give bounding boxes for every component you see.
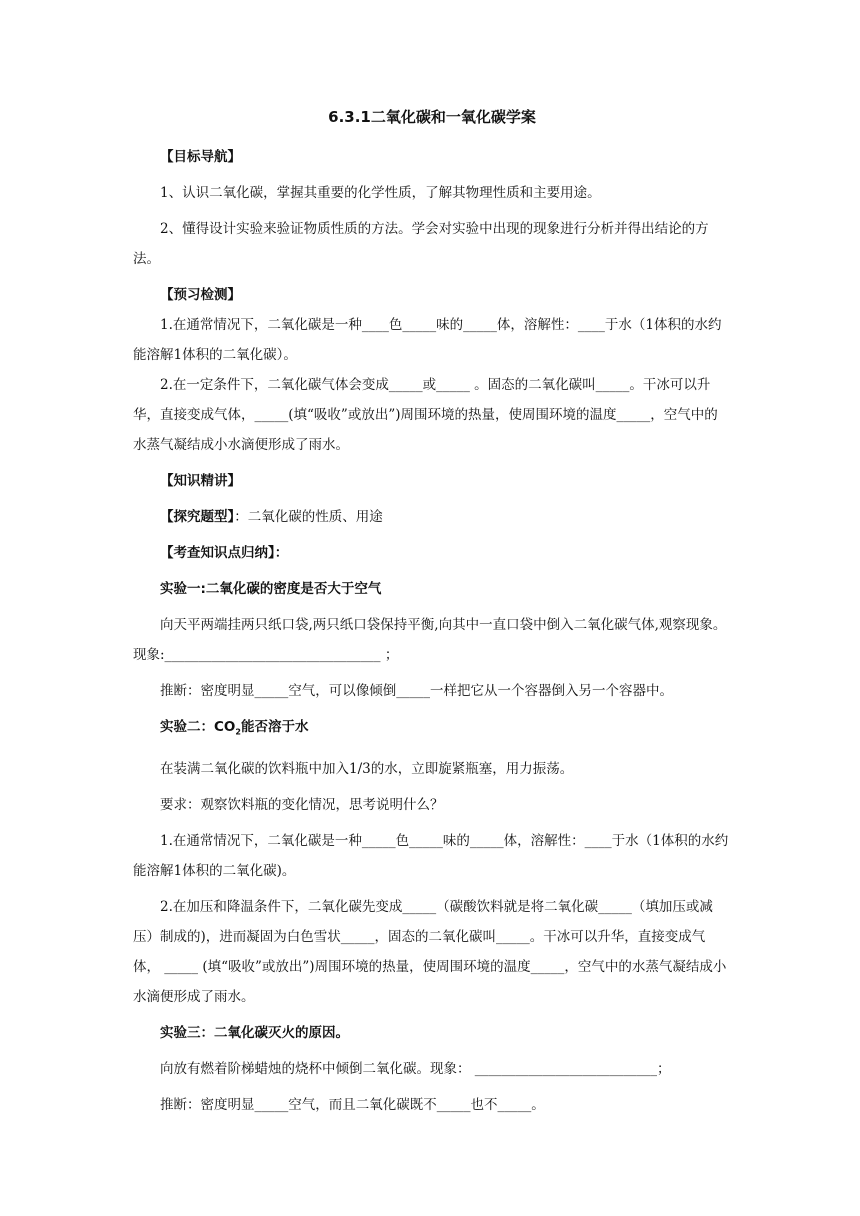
preview-heading: 【预习检测】	[160, 287, 241, 303]
experiment-2-title	[133, 712, 731, 748]
document-content	[133, 106, 731, 1120]
experiment-2-title-a: 实验二：CO	[160, 719, 236, 735]
experiment-1-inference: 推断：密度明显_____空气，可以像倾倒_____一样把它从一个容器倒入另一个容器中。	[160, 683, 673, 699]
experiment-1-title: 实验一:二氧化碳的密度是否大于空气	[160, 581, 382, 597]
goal-item-1: 1、认识二氧化碳，掌握其重要的化学性质，了解其物理性质和主要用途。	[160, 185, 601, 201]
explore-line	[133, 502, 731, 532]
experiment-2-text: 在装满二氧化碳的饮料瓶中加入1/3的水，立即旋紧瓶塞，用力振荡。	[160, 760, 574, 777]
goal-heading: 【目标导航】	[160, 149, 241, 165]
preview-question-2: 2.在一定条件下，二氧化碳气体会变成_____或_____ 。固态的二氧化碳叫_____。干冰可以升华，直接变成气体，_____(填“吸收”或放出”)周围环境的热量，使周围环境的温度_____，空气中的水蒸气凝结成小水滴便形成了雨水。	[133, 377, 718, 453]
experiment-3-text: 向放有燃着阶梯蜡烛的烧杯中倾倒二氧化碳。现象： ___________________________；	[160, 1060, 671, 1077]
experiment-2-title-sub: 2	[235, 727, 241, 737]
document-title: 6.3.1二氧化碳和一氧化碳学案	[328, 108, 536, 126]
experiment-2-question-2: 2.在加压和降温条件下，二氧化碳先变成_____（碳酸饮料就是将二氧化碳_____（填加压或减压）制成的)，进而凝固为白色雪状_____，固态的二氧化碳叫_____。干冰可以升华，直接变成气体， _____ (填“吸收”或放出”)周围环境的热量，使周围环境的温度_____，空气中的水蒸气凝结成小水滴便形成了雨水。	[133, 898, 727, 1005]
experiment-1-text: 向天平两端挂两只纸口袋,两只纸口袋保持平衡,向其中一直口袋中倒入二氧化碳气体,观察现象。现象:________________________________ ；	[133, 617, 727, 663]
experiment-3-inference: 推断：密度明显_____空气，而且二氧化碳既不_____也不_____。	[160, 1096, 545, 1113]
knowledge-heading: 【知识精讲】	[160, 473, 241, 489]
explore-label: 【探究题型】	[160, 509, 235, 525]
summary-heading: 【考查知识点归纳】：	[160, 545, 289, 561]
explore-text: ：二氧化碳的性质、用途	[234, 509, 383, 525]
experiment-2-title-b: 能否溶于水	[240, 719, 309, 735]
experiment-2-requirement: 要求：观察饮料瓶的变化情况，思考说明什么？	[160, 796, 444, 813]
experiment-2-question-1: 1.在通常情况下，二氧化碳是一种_____色_____味的_____体，溶解性：____于水（1体积的水约能溶解1体积的二氧化碳)。	[133, 832, 729, 879]
goal-item-2: 2、懂得设计实验来验证物质性质的方法。学会对实验中出现的现象进行分析并得出结论的方法。	[133, 221, 709, 267]
experiment-3-title: 实验三：二氧化碳灭火的原因。	[160, 1024, 349, 1041]
preview-question-1: 1.在通常情况下，二氧化碳是一种____色_____味的_____体，溶解性：____于水（1体积的水约能溶解1体积的二氧化碳）。	[133, 317, 722, 363]
